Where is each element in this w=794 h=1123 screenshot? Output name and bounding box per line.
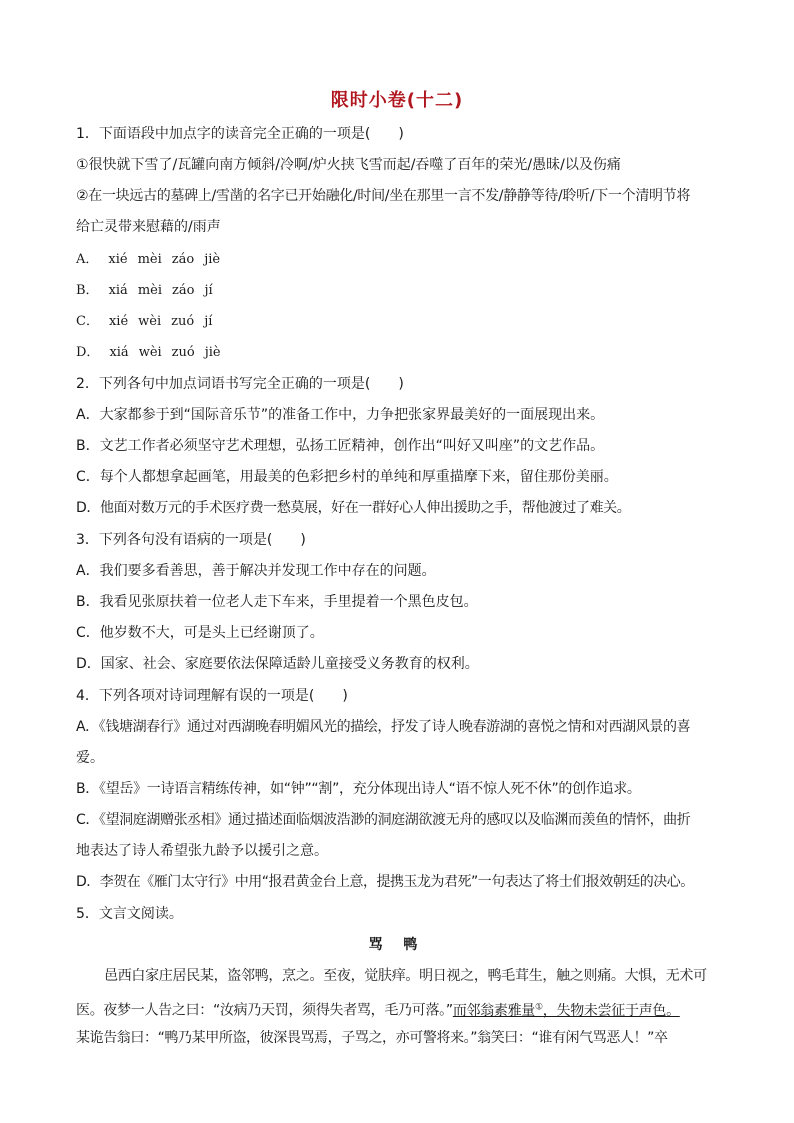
q3-stem: 3．下列各句没有语病的一项是( ): [76, 532, 306, 548]
q3-option-c: C．他岁数不大，可是头上已经谢顶了。: [76, 625, 324, 641]
q4-option-d: D．李贺在《雁门太守行》中用“报君黄金台上意，提携玉龙为君死”一句表达了将士们报效朝廷的决心。: [76, 874, 694, 890]
q1-passage-line-3: 给亡灵带来慰藉的/雨声: [76, 219, 221, 235]
q1-stem: 1．下面语段中加点字的读音完全正确的一项是( ): [76, 126, 404, 142]
q3-option-a: A．我们要多看善思，善于解决并发现工作中存在的问题。: [76, 563, 436, 579]
passage-line-2: 医。夜梦一人告之曰：“汝病乃天罚，须得失者骂，毛乃可落。”而邻翁素雅量①，失物未尝征于声色。: [76, 1002, 680, 1019]
q4-option-c-line-1: C．《望洞庭湖赠张丞相》通过描述面临烟波浩渺的洞庭湖欲渡无舟的感叹以及临渊而羡鱼的情怀，曲折: [76, 812, 691, 828]
passage-line-3: 某诡告翁曰：“鸭乃某甲所盗，彼深畏骂焉，子骂之，亦可警将来。”翁笑曰：“谁有闲气骂恶人！”卒: [76, 1030, 668, 1046]
q2-option-a: A．大家都参于到“国际音乐节”的准备工作中，力争把张家界最美好的一面展现出来。: [76, 407, 605, 423]
q1-option-b: B． xiá mèi záo jí: [76, 281, 726, 301]
underlined-sentence: 而邻翁素雅量①，失物未尝征于声色。: [452, 1002, 680, 1019]
q1-passage-line-1: ①很快就下雪了/瓦罐向南方倾斜/冷啊/炉火挟飞雪而起/吞噬了百年的荣光/愚昧/以及伤痛: [76, 157, 621, 173]
q1-option-d: D． xiá wèi zuó jiè: [76, 343, 726, 363]
passage-heading: 骂 鸭: [368, 937, 426, 953]
option-label: B．: [76, 283, 99, 298]
q2-option-b: B．文艺工作者必须坚守艺术理想，弘扬工匠精神，创作出“叫好又叫座”的文艺作品。: [76, 438, 605, 454]
footnote-marker: ①: [535, 1002, 543, 1012]
q4-option-a-line-1: A．《钱塘湖春行》通过对西湖晚春明媚风光的描绘，抒发了诗人晚春游湖的喜悦之情和对西湖风景的喜: [76, 719, 691, 735]
passage-line-1: 邑西白家庄居民某，盗邻鸭，烹之。至夜，觉肤痒。明日视之，鸭毛茸生，触之则痛。大惧，无术可: [104, 968, 707, 984]
q1-option-c: C． xié wèi zuó jí: [76, 312, 726, 332]
q4-option-c-line-2: 地表达了诗人希望张九龄予以援引之意。: [76, 843, 328, 859]
q2-stem: 2．下列各句中加点词语书写完全正确的一项是( ): [76, 376, 404, 392]
q3-option-b: B．我看见张原扶着一位老人走下车来，手里提着一个黑色皮包。: [76, 594, 478, 610]
option-label: A．: [76, 252, 99, 267]
option-label: D．: [76, 345, 100, 360]
q5-stem: 5．文言文阅读。: [76, 906, 183, 922]
q4-option-a-line-2: 爱。: [76, 750, 104, 766]
q3-option-d: D．国家、社会、家庭要依法保障适龄儿童接受义务教育的权利。: [76, 656, 479, 672]
q4-option-b: B．《望岳》一诗语言精练传神，如“钟”“割”，充分体现出诗人“语不惊人死不休”的创作追求。: [76, 781, 641, 797]
q2-option-d: D．他面对数万元的手术医疗费一愁莫展，好在一群好心人伸出援助之手，帮他渡过了难关。: [76, 500, 631, 516]
q1-option-a: A． xié mèi záo jiè: [76, 250, 726, 270]
option-label: C．: [76, 314, 99, 329]
q1-passage-line-2: ②在一块远古的墓碑上/雪凿的名字已开始融化/时间/坐在那里一言不发/静静等待/聆听/下一个清明节将: [76, 188, 691, 204]
q4-stem: 4．下列各项对诗词理解有误的一项是( ): [76, 688, 348, 704]
page-title: 限时小卷(十二): [330, 90, 464, 111]
q2-option-c: C．每个人都想拿起画笔，用最美的色彩把乡村的单纯和厚重描摩下来，留住那份美丽。: [76, 469, 618, 485]
